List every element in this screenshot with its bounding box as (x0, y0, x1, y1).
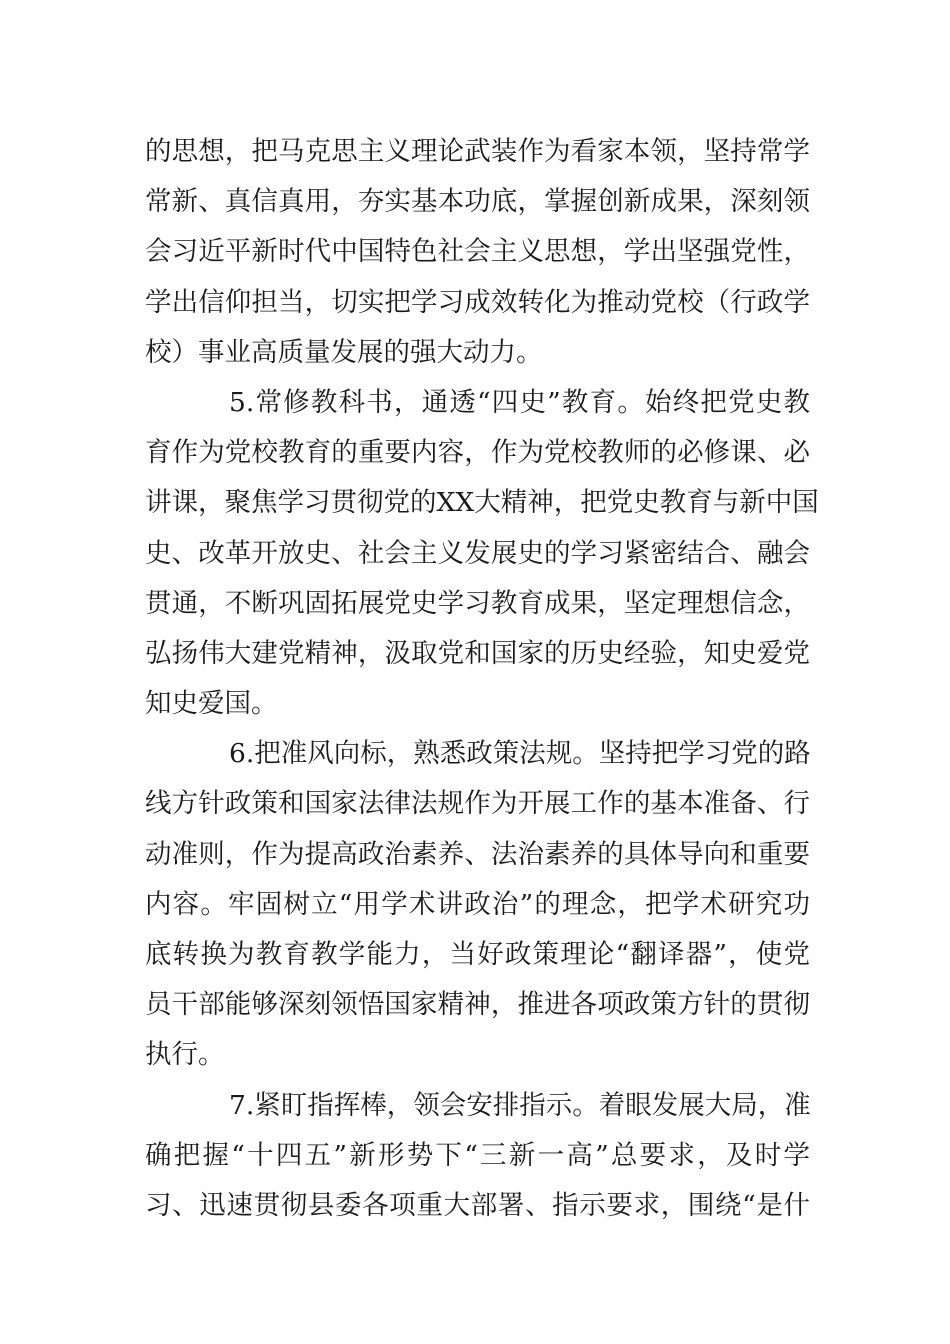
paragraph-line: 动准则，作为提高政治素养、法治素养的具体导向和重要 (145, 838, 810, 870)
paragraph-line: 常新、真信真用，夯实基本功底，掌握创新成果，深刻领 (145, 186, 810, 218)
paragraph-line: 员干部能够深刻领悟国家精神，推进各项政策方针的贯彻 (145, 989, 810, 1021)
paragraph-line: 贯通，不断巩固拓展党史学习教育成果，坚定理想信念， (145, 587, 810, 619)
paragraph-line: 史、改革开放史、社会主义发展史的学习紧密结合、融会 (145, 537, 810, 569)
paragraph-line: 讲课，聚焦学习贯彻党的XX大精神，把党史教育与新中国 (145, 487, 819, 519)
paragraph-heading-line: 6.把准风向标，熟悉政策法规。坚持把学习党的路 (229, 738, 811, 770)
paragraph-line: 线方针政策和国家法律法规作为开展工作的基本准备、行 (145, 788, 810, 820)
paragraph-heading-line: 7.紧盯指挥棒，领会安排指示。着眼发展大局，准 (229, 1089, 811, 1121)
paragraph-line: 的思想，把马克思主义理论武装作为看家本领，坚持常学 (145, 136, 810, 167)
paragraph-line: 学出信仰担当，切实把学习成效转化为推动党校（行政学 (145, 286, 810, 318)
paragraph-line: 育作为党校教育的重要内容，作为党校教师的必修课、必 (145, 437, 810, 469)
document-body (145, 127, 819, 1231)
paragraph-line: 内容。牢固树立“用学术讲政治”的理念，把学术研究功 (145, 888, 810, 920)
paragraph-line: 会习近平新时代中国特色社会主义思想，学出坚强党性， (145, 236, 810, 268)
paragraph-line: 校）事业高质量发展的强大动力。 (145, 336, 543, 368)
paragraph-line: 执行。 (145, 1039, 225, 1071)
paragraph-line: 习、迅速贯彻县委各项重大部署、指示要求，围绕“是什 (145, 1189, 810, 1221)
paragraph-line: 知史爱国。 (145, 688, 278, 720)
paragraph-line: 确把握“十四五”新形势下“三新一高”总要求，及时学 (145, 1139, 810, 1171)
paragraph-line: 底转换为教育教学能力，当好政策理论“翻译器”，使党 (145, 939, 810, 970)
paragraph-line: 弘扬伟大建党精神，汲取党和国家的历史经验，知史爱党 (145, 637, 810, 669)
paragraph-heading-line: 5.常修教科书，通透“四史”教育。始终把党史教 (229, 386, 810, 418)
